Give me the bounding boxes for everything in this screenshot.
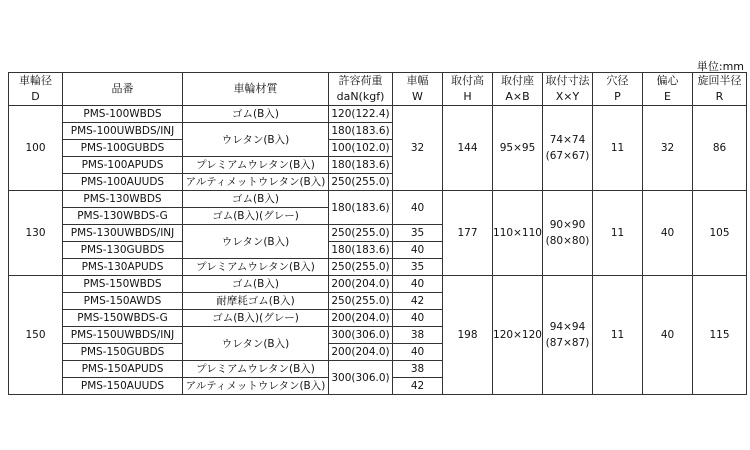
wheel-diameter-cell: 100 xyxy=(9,106,63,191)
material-cell: ウレタン(B入) xyxy=(183,225,329,259)
width-cell: 32 xyxy=(393,106,443,191)
width-cell: 35 xyxy=(393,225,443,242)
radius-cell: 105 xyxy=(693,191,747,276)
part-number-cell: PMS-130GUBDS xyxy=(63,242,183,259)
width-cell: 42 xyxy=(393,378,443,395)
load-cell: 100(102.0) xyxy=(329,140,393,157)
material-cell: ゴム(B入) xyxy=(183,106,329,123)
header-mount-dimension: 取付寸法 xyxy=(543,73,593,90)
part-number-cell: PMS-150UWBDS/INJ xyxy=(63,327,183,344)
header-mount-plate: 取付座 xyxy=(493,73,543,90)
material-cell: ゴム(B入) xyxy=(183,191,329,208)
hole-cell: 11 xyxy=(593,106,643,191)
wheel-diameter-cell: 130 xyxy=(9,191,63,276)
hole-cell: 11 xyxy=(593,276,643,395)
header-wheel-diameter: 車輪径 xyxy=(9,73,63,90)
header-mount-height: 取付高 xyxy=(443,73,493,90)
load-cell: 180(183.6) xyxy=(329,242,393,259)
material-cell: ウレタン(B入) xyxy=(183,123,329,157)
header-height-symbol: H xyxy=(443,89,493,106)
load-cell: 250(255.0) xyxy=(329,174,393,191)
plate-cell: 95×95 xyxy=(493,106,543,191)
part-number-cell: PMS-100GUBDS xyxy=(63,140,183,157)
header-dimension-symbol: X×Y xyxy=(543,89,593,106)
material-cell: ゴム(B入)(グレー) xyxy=(183,208,329,225)
load-cell: 250(255.0) xyxy=(329,293,393,310)
wheel-diameter-cell: 150 xyxy=(9,276,63,395)
load-cell: 200(204.0) xyxy=(329,344,393,361)
part-number-cell: PMS-150WBDS xyxy=(63,276,183,293)
plate-cell: 110×110 xyxy=(493,191,543,276)
header-row-top xyxy=(9,73,747,90)
material-cell: ウレタン(B入) xyxy=(183,327,329,361)
height-cell: 144 xyxy=(443,106,493,191)
part-number-cell: PMS-130UWBDS/INJ xyxy=(63,225,183,242)
plate-cell: 120×120 xyxy=(493,276,543,395)
part-number-cell: PMS-150APUDS xyxy=(63,361,183,378)
header-part-number: 品番 xyxy=(63,73,183,106)
dimension-alt: (67×67) xyxy=(545,150,590,162)
header-wheel-diameter-symbol: D xyxy=(9,89,63,106)
table-row xyxy=(9,191,747,208)
part-number-cell: PMS-130APUDS xyxy=(63,259,183,276)
unit-label: 単位:mm xyxy=(696,60,744,73)
part-number-cell: PMS-150WBDS-G xyxy=(63,310,183,327)
height-cell: 177 xyxy=(443,191,493,276)
width-cell: 40 xyxy=(393,276,443,293)
material-cell: プレミアムウレタン(B入) xyxy=(183,157,329,174)
load-cell: 180(183.6) xyxy=(329,157,393,174)
width-cell: 40 xyxy=(393,344,443,361)
material-cell: アルティメットウレタン(B入) xyxy=(183,378,329,395)
part-number-cell: PMS-100AUUDS xyxy=(63,174,183,191)
material-cell: アルティメットウレタン(B入) xyxy=(183,174,329,191)
header-wheel-material: 車輪材質 xyxy=(183,73,329,106)
dimension-alt: (87×87) xyxy=(545,337,590,349)
height-cell: 198 xyxy=(443,276,493,395)
material-cell: ゴム(B入)(グレー) xyxy=(183,310,329,327)
load-cell: 200(204.0) xyxy=(329,276,393,293)
part-number-cell: PMS-100UWBDS/INJ xyxy=(63,123,183,140)
part-number-cell: PMS-150AUUDS xyxy=(63,378,183,395)
load-cell: 250(255.0) xyxy=(329,225,393,242)
material-cell: プレミアムウレタン(B入) xyxy=(183,259,329,276)
load-cell: 200(204.0) xyxy=(329,310,393,327)
offset-cell: 32 xyxy=(643,106,693,191)
load-cell: 180(183.6) xyxy=(329,123,393,140)
part-number-cell: PMS-150GUBDS xyxy=(63,344,183,361)
width-cell: 40 xyxy=(393,191,443,225)
header-allowable-load: 許容荷重 xyxy=(329,73,393,90)
width-cell: 42 xyxy=(393,293,443,310)
width-cell: 38 xyxy=(393,361,443,378)
part-number-cell: PMS-100WBDS xyxy=(63,106,183,123)
header-hole-diameter: 穴径 xyxy=(593,73,643,90)
header-swivel-radius: 旋回半径 xyxy=(693,73,747,90)
table-row xyxy=(9,276,747,293)
header-offset-symbol: E xyxy=(643,89,693,106)
part-number-cell: PMS-100APUDS xyxy=(63,157,183,174)
width-cell: 38 xyxy=(393,327,443,344)
header-radius-symbol: R xyxy=(693,89,747,106)
offset-cell: 40 xyxy=(643,191,693,276)
width-cell: 40 xyxy=(393,242,443,259)
part-number-cell: PMS-130WBDS xyxy=(63,191,183,208)
hole-cell: 11 xyxy=(593,191,643,276)
dimension-cell xyxy=(543,276,593,395)
caster-spec-table xyxy=(8,72,747,395)
material-cell: 耐摩耗ゴム(B入) xyxy=(183,293,329,310)
radius-cell: 115 xyxy=(693,276,747,395)
table-row xyxy=(9,106,747,123)
load-cell: 300(306.0) xyxy=(329,361,393,395)
dimension-alt: (80×80) xyxy=(545,235,590,247)
part-number-cell: PMS-130WBDS-G xyxy=(63,208,183,225)
width-cell: 40 xyxy=(393,310,443,327)
header-wheel-width: 車幅 xyxy=(393,73,443,90)
header-plate-symbol: A×B xyxy=(493,89,543,106)
dimension-main: 94×94 xyxy=(549,321,586,333)
dimension-cell xyxy=(543,191,593,276)
header-load-unit: daN(kgf) xyxy=(329,89,393,106)
part-number-cell: PMS-150AWDS xyxy=(63,293,183,310)
dimension-cell xyxy=(543,106,593,191)
header-offset: 偏心 xyxy=(643,73,693,90)
dimension-main: 90×90 xyxy=(549,219,586,231)
dimension-main: 74×74 xyxy=(549,134,586,146)
offset-cell: 40 xyxy=(643,276,693,395)
material-cell: ゴム(B入) xyxy=(183,276,329,293)
load-cell: 120(122.4) xyxy=(329,106,393,123)
load-cell: 180(183.6) xyxy=(329,191,393,225)
radius-cell: 86 xyxy=(693,106,747,191)
header-hole-symbol: P xyxy=(593,89,643,106)
load-cell: 300(306.0) xyxy=(329,327,393,344)
material-cell: プレミアムウレタン(B入) xyxy=(183,361,329,378)
load-cell: 250(255.0) xyxy=(329,259,393,276)
width-cell: 35 xyxy=(393,259,443,276)
header-width-symbol: W xyxy=(393,89,443,106)
